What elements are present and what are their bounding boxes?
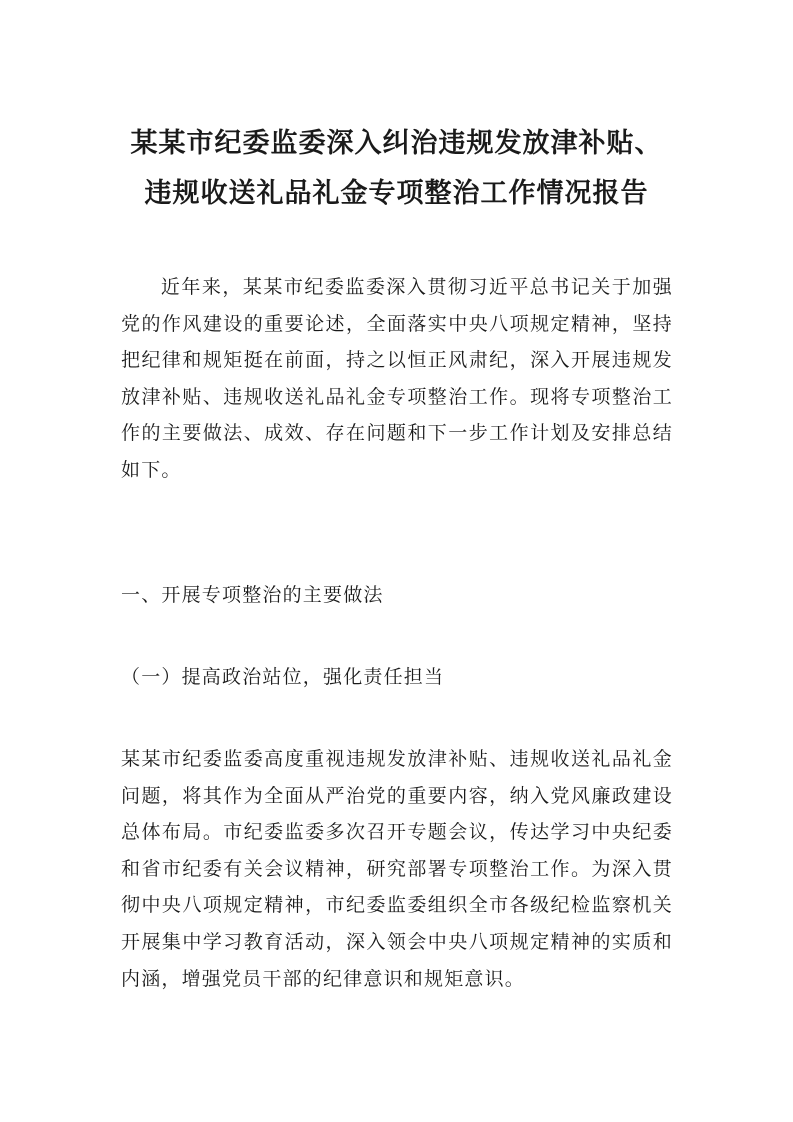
- section-heading: 一、开展专项整治的主要做法: [121, 584, 384, 606]
- document-title-line-1: 某某市纪委监委深入纠治违规发放津补贴、: [130, 128, 663, 159]
- subsection-heading: （一）提高政治站位，强化责任担当: [121, 666, 445, 688]
- body-paragraph: 某某市纪委监委高度重视违规发放津补贴、违规收送礼品礼金问题，将其作为全面从严治党的重要内容，纳入党风廉政建设总体布局。市纪委监委多次召开专题会议，传达学习中央纪委和省市纪委有关会议精神，研究部署专项整治工作。为深入贯彻中央八项规定精神，市纪委监委组织全市各级纪检监察机关开展集中学习教育活动，深入领会中央八项规定精神的实质和内涵，增强党员干部的纪律意识和规矩意识。: [121, 748, 673, 990]
- intro-paragraph: 近年来，某某市纪委监委深入贯彻习近平总书记关于加强党的作风建设的重要论述，全面落实中央八项规定精神，坚持把纪律和规矩挺在前面，持之以恒正风肃纪，深入开展违规发放津补贴、违规收送礼品礼金专项整治工作。现将专项整治工作的主要做法、成效、存在问题和下一步工作计划及安排总结如下。: [121, 276, 673, 481]
- document-title-line-2: 违规收送礼品礼金专项整治工作情况报告: [144, 178, 649, 209]
